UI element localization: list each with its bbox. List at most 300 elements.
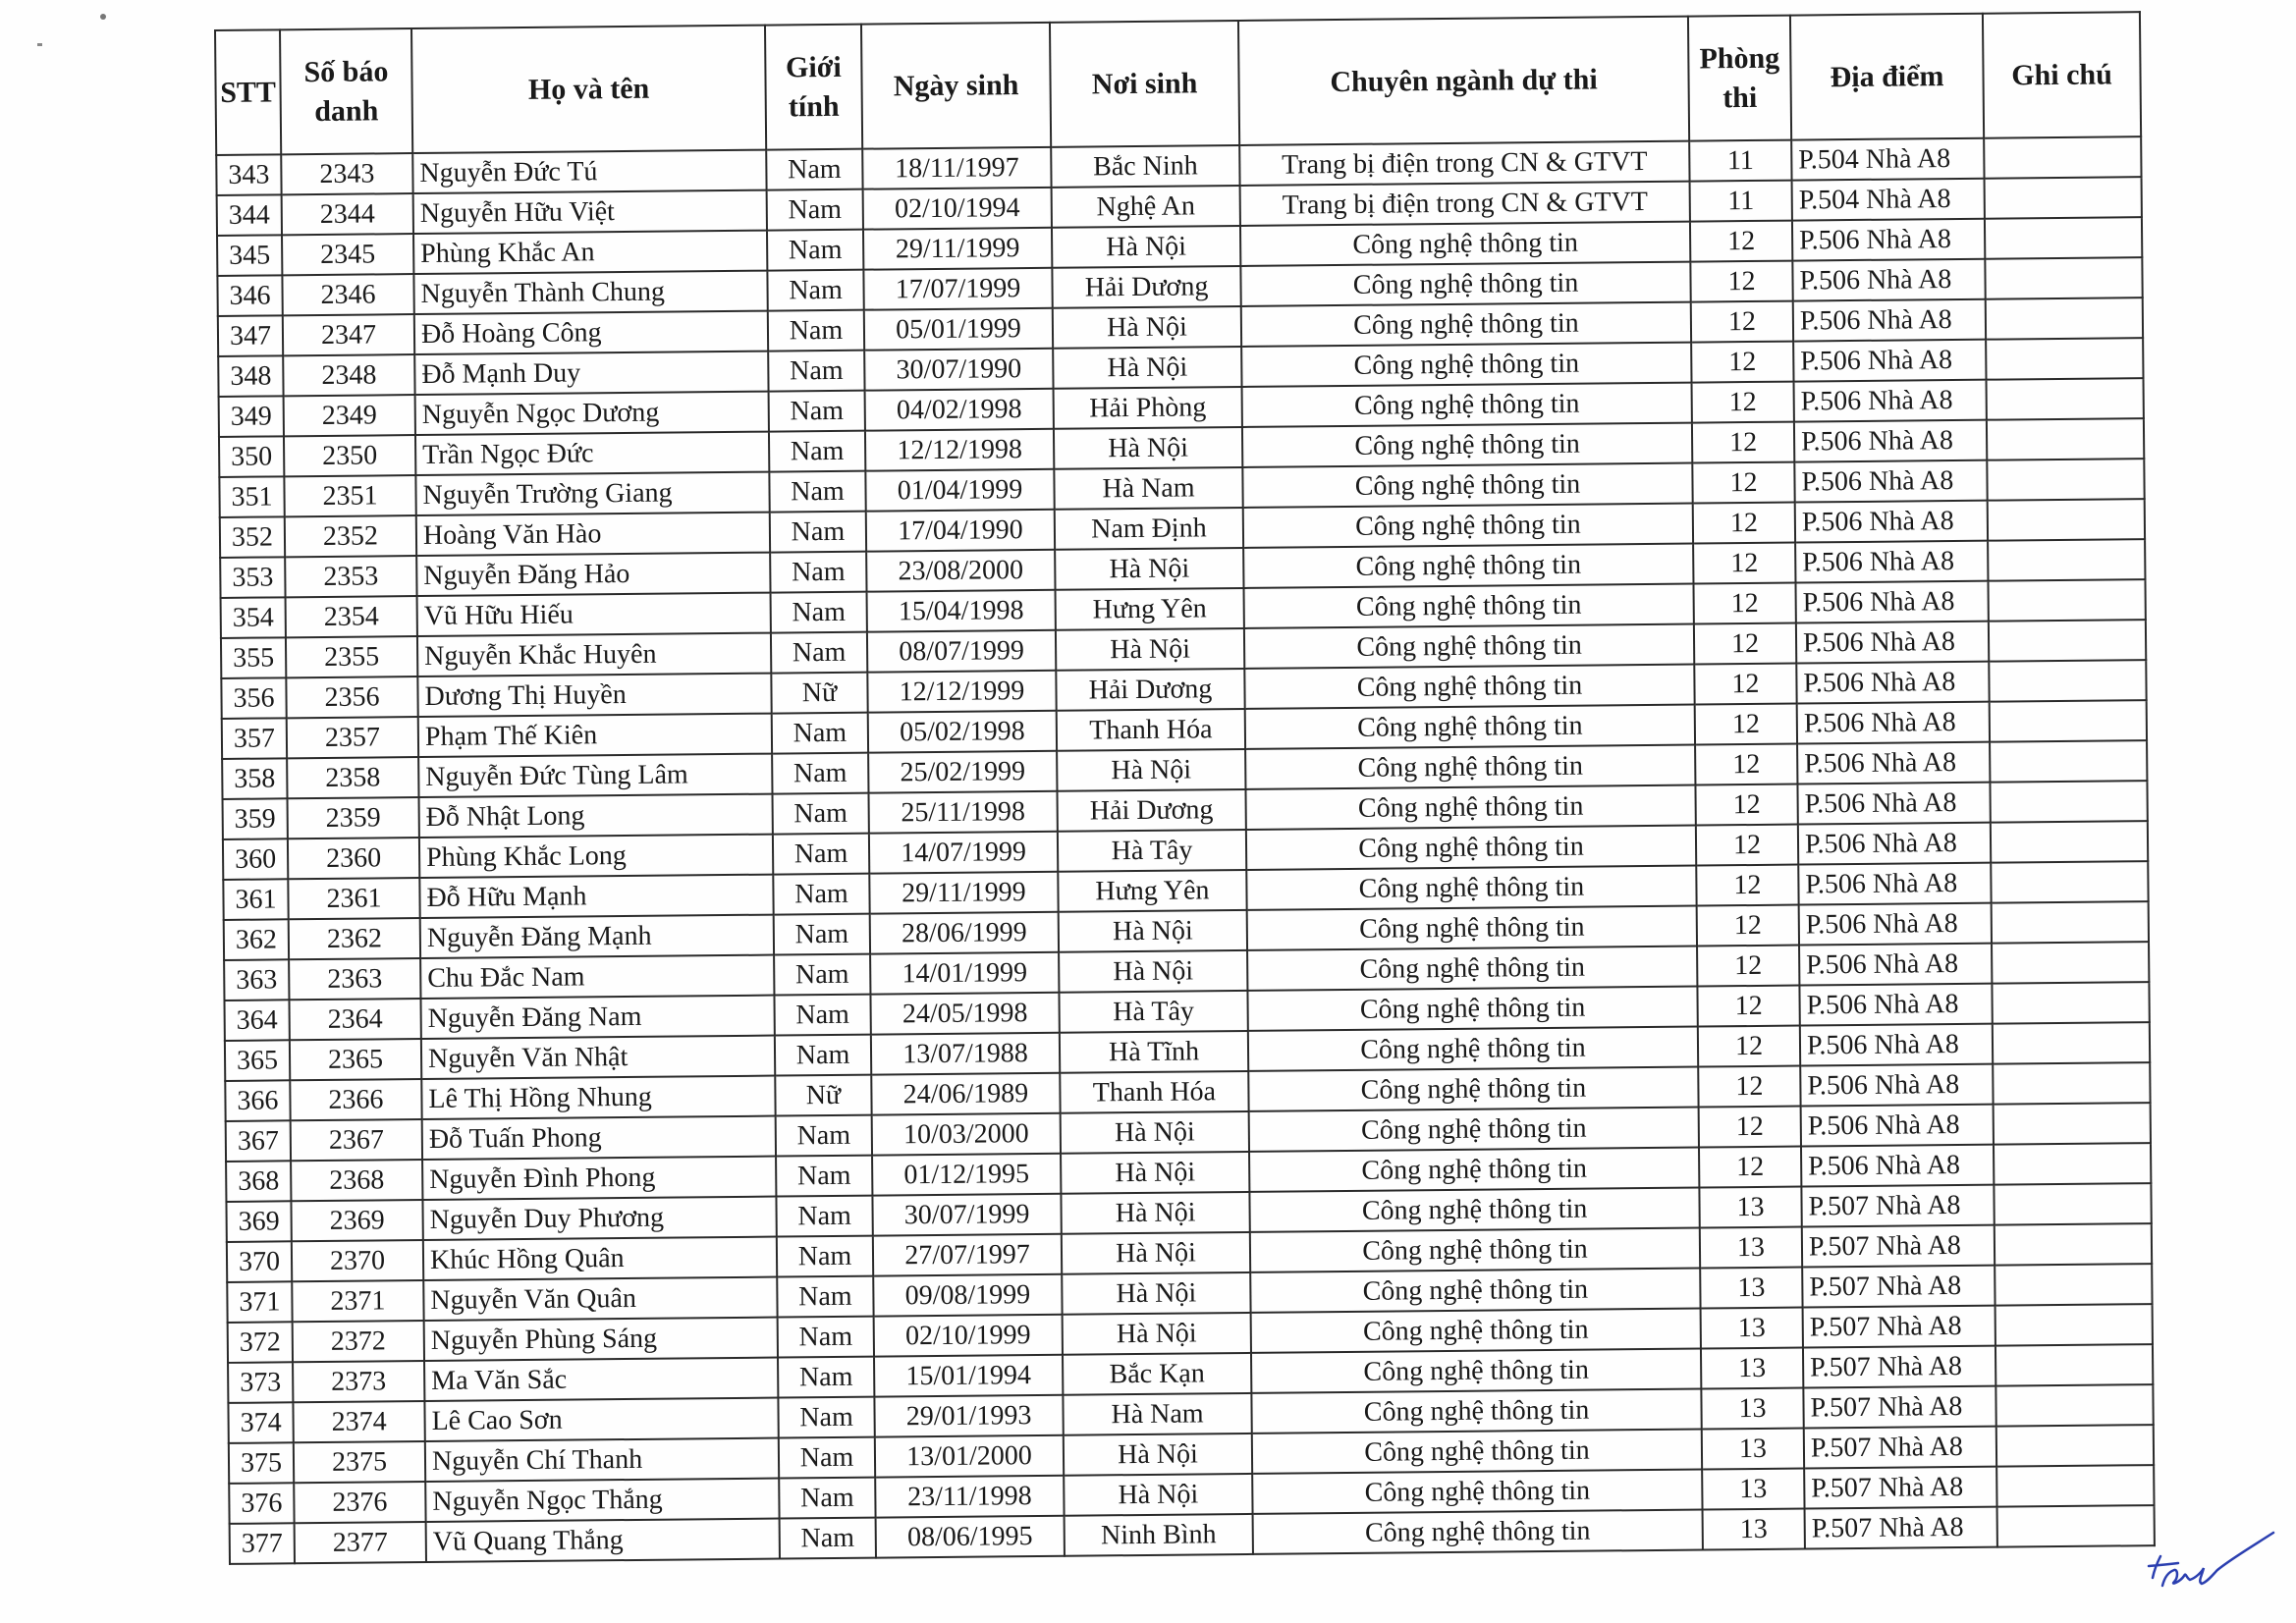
cell-pob: Hải Dương xyxy=(1052,266,1240,308)
cell-sbd: 2371 xyxy=(292,1280,423,1322)
cell-stt: 348 xyxy=(218,355,283,397)
cell-major: Công nghệ thông tin xyxy=(1240,262,1690,306)
cell-major: Công nghệ thông tin xyxy=(1250,1228,1700,1272)
cell-name: Nguyễn Đức Tùng Lâm xyxy=(418,754,772,797)
cell-stt: 361 xyxy=(223,879,288,920)
cell-name: Nguyễn Chí Thanh xyxy=(425,1438,779,1482)
cell-stt: 371 xyxy=(227,1281,292,1323)
cell-location: P.507 Nhà A8 xyxy=(1802,1266,1995,1308)
cell-room: 12 xyxy=(1697,986,1799,1027)
cell-major: Công nghệ thông tin xyxy=(1252,1470,1702,1514)
cell-location: P.506 Nhà A8 xyxy=(1800,1064,1993,1107)
cell-pob: Hà Nam xyxy=(1054,467,1242,510)
cell-gender: Nam xyxy=(768,351,864,392)
cell-dob: 29/11/1999 xyxy=(863,228,1052,270)
cell-room: 12 xyxy=(1693,543,1795,584)
cell-stt: 363 xyxy=(224,959,289,1001)
cell-stt: 368 xyxy=(226,1161,291,1202)
cell-name: Nguyễn Đăng Nam xyxy=(420,996,774,1039)
cell-note xyxy=(1986,298,2143,340)
cell-dob: 28/06/1999 xyxy=(870,912,1059,954)
cell-stt: 353 xyxy=(220,557,285,598)
cell-major: Công nghệ thông tin xyxy=(1242,383,1692,427)
cell-location: P.506 Nhà A8 xyxy=(1801,1105,1994,1147)
cell-stt: 367 xyxy=(226,1120,291,1162)
cell-pob: Hà Nội xyxy=(1063,1313,1251,1355)
cell-pob: Thanh Hóa xyxy=(1060,1071,1248,1113)
cell-name: Nguyễn Ngọc Thắng xyxy=(425,1479,779,1522)
cell-stt: 346 xyxy=(217,275,282,316)
cell-location: P.506 Nhà A8 xyxy=(1793,340,1986,382)
cell-gender: Nam xyxy=(769,471,865,513)
cell-major: Công nghệ thông tin xyxy=(1240,222,1690,266)
cell-location: P.507 Nhà A8 xyxy=(1803,1306,1995,1348)
cell-gender: Nam xyxy=(770,512,866,553)
handwritten-signature xyxy=(2141,1517,2278,1596)
cell-dob: 18/11/1997 xyxy=(862,147,1051,189)
cell-name: Đỗ Hữu Mạnh xyxy=(419,875,773,918)
cell-location: P.507 Nhà A8 xyxy=(1803,1346,1995,1388)
cell-location: P.506 Nhà A8 xyxy=(1794,380,1987,422)
cell-dob: 02/10/1999 xyxy=(874,1315,1063,1357)
cell-gender: Nam xyxy=(773,874,869,915)
header-sbd: Số báo danh xyxy=(280,28,412,154)
cell-gender: Nam xyxy=(780,1518,876,1559)
cell-sbd: 2346 xyxy=(282,274,413,315)
cell-location: P.506 Nhà A8 xyxy=(1797,742,1990,784)
cell-major: Công nghệ thông tin xyxy=(1242,463,1692,508)
cell-dob: 27/07/1997 xyxy=(873,1234,1062,1276)
cell-sbd: 2373 xyxy=(293,1361,424,1402)
cell-stt: 370 xyxy=(227,1241,292,1282)
cell-sbd: 2343 xyxy=(281,153,412,194)
cell-dob: 01/12/1995 xyxy=(872,1154,1061,1196)
cell-name: Nguyễn Đình Phong xyxy=(422,1157,776,1200)
cell-sbd: 2368 xyxy=(291,1160,422,1201)
cell-gender: Nam xyxy=(776,1196,872,1237)
cell-gender: Nam xyxy=(766,149,862,190)
cell-sbd: 2364 xyxy=(289,999,420,1040)
cell-note xyxy=(1988,539,2145,581)
cell-dob: 29/11/1999 xyxy=(869,872,1058,914)
cell-name: Khúc Hồng Quân xyxy=(423,1237,777,1280)
cell-room: 12 xyxy=(1693,583,1795,624)
cell-pob: Bắc Ninh xyxy=(1051,145,1239,188)
cell-major: Trang bị điện trong CN & GTVT xyxy=(1240,182,1690,226)
cell-dob: 25/11/1998 xyxy=(868,791,1057,834)
cell-room: 12 xyxy=(1692,422,1794,463)
cell-gender: Nam xyxy=(779,1437,875,1479)
cell-sbd: 2375 xyxy=(294,1441,425,1483)
cell-name: Chu Đắc Nam xyxy=(420,955,774,999)
cell-name: Phùng Khắc An xyxy=(413,231,767,274)
cell-stt: 360 xyxy=(223,839,288,880)
cell-pob: Hà Nội xyxy=(1054,427,1242,469)
cell-location: P.506 Nhà A8 xyxy=(1799,903,1992,946)
cell-room: 12 xyxy=(1692,462,1794,504)
cell-dob: 01/04/1999 xyxy=(865,469,1054,512)
cell-pob: Hà Nội xyxy=(1057,749,1245,791)
cell-note xyxy=(1994,1103,2151,1145)
cell-gender: Nam xyxy=(778,1397,874,1438)
cell-location: P.507 Nhà A8 xyxy=(1804,1467,1996,1509)
cell-location: P.506 Nhà A8 xyxy=(1795,541,1988,583)
cell-pob: Thanh Hóa xyxy=(1057,709,1245,751)
cell-major: Công nghệ thông tin xyxy=(1241,302,1691,347)
cell-room: 12 xyxy=(1696,825,1798,866)
cell-sbd: 2350 xyxy=(284,435,415,476)
cell-room: 13 xyxy=(1701,1388,1803,1430)
cell-note xyxy=(1997,1505,2155,1547)
cell-note xyxy=(1994,1183,2151,1225)
cell-pob: Hà Nội xyxy=(1059,950,1247,993)
cell-major: Công nghệ thông tin xyxy=(1252,1430,1702,1474)
cell-room: 12 xyxy=(1697,905,1799,947)
cell-name: Lê Cao Sơn xyxy=(424,1398,778,1441)
cell-name: Trần Ngọc Đức xyxy=(415,432,769,475)
cell-major: Công nghệ thông tin xyxy=(1249,1188,1699,1232)
cell-major: Công nghệ thông tin xyxy=(1245,785,1695,830)
cell-name: Phạm Thế Kiên xyxy=(418,714,772,757)
cell-gender: Nam xyxy=(777,1236,873,1277)
cell-name: Nguyễn Phùng Sáng xyxy=(424,1318,778,1361)
cell-note xyxy=(1987,418,2144,460)
cell-gender: Nam xyxy=(767,189,863,231)
cell-pob: Hà Nội xyxy=(1062,1272,1250,1315)
cell-note xyxy=(1996,1425,2154,1467)
cell-note xyxy=(1996,1465,2154,1507)
candidate-table-wrapper xyxy=(214,11,2154,1565)
cell-major: Công nghệ thông tin xyxy=(1244,665,1694,709)
cell-room: 11 xyxy=(1689,140,1791,182)
header-note: Ghi chú xyxy=(1983,12,2141,138)
cell-sbd: 2353 xyxy=(285,556,416,597)
cell-room: 12 xyxy=(1691,301,1793,343)
cell-name: Đỗ Nhật Long xyxy=(419,794,773,838)
cell-room: 12 xyxy=(1695,704,1797,745)
cell-dob: 14/07/1999 xyxy=(869,832,1058,874)
cell-location: P.506 Nhà A8 xyxy=(1794,460,1987,503)
cell-note xyxy=(1988,579,2145,622)
cell-room: 12 xyxy=(1695,784,1797,826)
cell-stt: 364 xyxy=(224,1000,289,1041)
cell-dob: 10/03/2000 xyxy=(872,1113,1061,1156)
cell-stt: 354 xyxy=(221,597,286,638)
cell-note xyxy=(1990,700,2147,742)
cell-note xyxy=(1992,942,2149,984)
cell-name: Vũ Hữu Hiếu xyxy=(417,593,771,636)
cell-name: Đỗ Tuấn Phong xyxy=(422,1116,776,1160)
cell-sbd: 2361 xyxy=(288,878,419,919)
cell-gender: Nam xyxy=(770,552,866,593)
cell-sbd: 2355 xyxy=(286,636,417,677)
cell-dob: 12/12/1999 xyxy=(867,671,1056,713)
cell-sbd: 2356 xyxy=(286,676,417,718)
cell-stt: 359 xyxy=(223,798,288,839)
cell-name: Nguyễn Thành Chung xyxy=(413,271,767,314)
cell-pob: Hà Nội xyxy=(1055,548,1243,590)
cell-name: Vũ Quang Thắng xyxy=(426,1519,780,1562)
cell-note xyxy=(1986,338,2143,380)
cell-dob: 30/07/1990 xyxy=(864,349,1053,391)
cell-major: Công nghệ thông tin xyxy=(1253,1510,1703,1554)
cell-major: Công nghệ thông tin xyxy=(1246,866,1696,910)
cell-sbd: 2351 xyxy=(284,475,415,516)
cell-pob: Hà Nội xyxy=(1061,1152,1249,1194)
cell-location: P.506 Nhà A8 xyxy=(1792,219,1985,261)
cell-pob: Nghệ An xyxy=(1052,186,1240,228)
cell-dob: 15/04/1998 xyxy=(867,590,1056,632)
cell-name: Nguyễn Ngọc Dương xyxy=(415,392,769,435)
cell-stt: 344 xyxy=(217,194,282,236)
cell-gender: Nam xyxy=(771,592,867,633)
cell-location: P.506 Nhà A8 xyxy=(1801,1145,1994,1187)
cell-pob: Hà Nội xyxy=(1053,347,1241,389)
cell-dob: 09/08/1999 xyxy=(873,1274,1062,1317)
cell-major: Công nghệ thông tin xyxy=(1241,343,1691,387)
cell-stt: 374 xyxy=(228,1402,293,1443)
cell-pob: Hà Nam xyxy=(1063,1393,1251,1435)
cell-sbd: 2370 xyxy=(292,1240,423,1281)
cell-location: P.506 Nhà A8 xyxy=(1795,501,1988,543)
scan-speck xyxy=(100,14,106,20)
cell-pob: Hà Nội xyxy=(1062,1232,1250,1274)
cell-gender: Nữ xyxy=(775,1075,871,1116)
cell-name: Phùng Khắc Long xyxy=(419,835,773,878)
cell-note xyxy=(1993,1062,2150,1105)
cell-name: Lê Thị Hồng Nhung xyxy=(421,1076,775,1119)
cell-note xyxy=(1995,1264,2152,1306)
cell-stt: 362 xyxy=(224,919,289,960)
cell-gender: Nam xyxy=(768,310,864,352)
cell-name: Nguyễn Trường Giang xyxy=(415,472,769,515)
cell-room: 13 xyxy=(1703,1509,1805,1550)
cell-room: 12 xyxy=(1691,342,1793,383)
cell-room: 12 xyxy=(1690,221,1792,262)
cell-note xyxy=(1990,781,2147,823)
cell-major: Công nghệ thông tin xyxy=(1249,1108,1699,1152)
cell-note xyxy=(1995,1384,2153,1427)
cell-pob: Hà Tây xyxy=(1059,991,1247,1033)
cell-stt: 355 xyxy=(221,637,286,678)
cell-sbd: 2367 xyxy=(291,1119,422,1161)
cell-pob: Hà Tây xyxy=(1058,830,1246,872)
cell-location: P.506 Nhà A8 xyxy=(1792,259,1985,301)
cell-location: P.506 Nhà A8 xyxy=(1793,299,1986,342)
cell-location: P.504 Nhà A8 xyxy=(1792,179,1985,221)
cell-note xyxy=(1991,861,2148,903)
cell-location: P.506 Nhà A8 xyxy=(1798,863,1991,905)
cell-name: Nguyễn Văn Quân xyxy=(423,1277,777,1321)
header-name: Họ và tên xyxy=(411,26,766,153)
cell-pob: Hưng Yên xyxy=(1056,588,1244,630)
cell-sbd: 2358 xyxy=(287,757,418,798)
cell-note xyxy=(1995,1223,2152,1266)
cell-room: 11 xyxy=(1690,181,1792,222)
cell-stt: 343 xyxy=(216,154,281,195)
cell-pob: Hà Nội xyxy=(1053,306,1241,349)
cell-name: Dương Thị Huyền xyxy=(417,674,771,717)
cell-note xyxy=(1994,1143,2151,1185)
cell-sbd: 2359 xyxy=(288,797,419,839)
cell-room: 12 xyxy=(1694,623,1796,665)
cell-gender: Nam xyxy=(776,1115,872,1157)
cell-location: P.506 Nhà A8 xyxy=(1796,662,1989,704)
table-body xyxy=(216,136,2155,1564)
cell-dob: 29/01/1993 xyxy=(874,1395,1063,1437)
cell-stt: 349 xyxy=(219,396,284,437)
cell-name: Ma Văn Sắc xyxy=(424,1358,778,1401)
cell-major: Công nghệ thông tin xyxy=(1247,987,1697,1031)
cell-pob: Hải Dương xyxy=(1056,669,1244,711)
cell-major: Công nghệ thông tin xyxy=(1244,624,1694,669)
cell-note xyxy=(1992,901,2149,944)
cell-note xyxy=(1993,1022,2150,1064)
cell-name: Nguyễn Khắc Huyên xyxy=(417,633,771,676)
cell-note xyxy=(1989,660,2146,702)
cell-dob: 17/04/1990 xyxy=(866,510,1055,552)
cell-note xyxy=(1995,1344,2153,1386)
cell-gender: Nam xyxy=(778,1317,874,1358)
cell-pob: Nam Định xyxy=(1055,508,1243,550)
cell-name: Nguyễn Văn Nhật xyxy=(421,1036,775,1079)
cell-major: Công nghệ thông tin xyxy=(1245,705,1695,749)
cell-room: 13 xyxy=(1699,1187,1801,1228)
cell-name: Đỗ Mạnh Duy xyxy=(414,352,768,395)
cell-location: P.506 Nhà A8 xyxy=(1797,702,1990,744)
cell-pob: Hà Nội xyxy=(1061,1192,1249,1234)
cell-dob: 23/08/2000 xyxy=(866,550,1055,592)
cell-sbd: 2354 xyxy=(286,596,417,637)
cell-stt: 350 xyxy=(219,436,284,477)
cell-major: Công nghệ thông tin xyxy=(1245,745,1695,789)
cell-name: Nguyễn Đăng Mạnh xyxy=(420,915,774,958)
candidate-list-table xyxy=(214,11,2156,1565)
cell-gender: Nữ xyxy=(771,673,867,714)
cell-sbd: 2365 xyxy=(290,1039,421,1080)
cell-sbd: 2347 xyxy=(283,314,414,355)
cell-location: P.506 Nhà A8 xyxy=(1798,823,1991,865)
cell-major: Công nghệ thông tin xyxy=(1249,1148,1699,1192)
cell-stt: 351 xyxy=(219,476,284,517)
header-gender: Giới tính xyxy=(765,25,862,150)
header-pob: Nơi sinh xyxy=(1050,21,1239,147)
scan-speck xyxy=(37,43,42,46)
cell-stt: 377 xyxy=(230,1523,295,1564)
cell-pob: Hà Nội xyxy=(1052,226,1240,268)
cell-note xyxy=(1990,740,2147,783)
cell-sbd: 2363 xyxy=(289,958,420,1000)
table-header-row xyxy=(215,12,2141,155)
cell-stt: 372 xyxy=(228,1322,293,1363)
cell-stt: 357 xyxy=(222,718,287,759)
cell-pob: Ninh Bình xyxy=(1065,1514,1253,1556)
cell-note xyxy=(1987,459,2144,501)
cell-location: P.507 Nhà A8 xyxy=(1804,1427,1996,1469)
cell-room: 12 xyxy=(1698,1026,1800,1067)
cell-gender: Nam xyxy=(775,1035,871,1076)
cell-sbd: 2362 xyxy=(289,918,420,959)
cell-major: Công nghệ thông tin xyxy=(1251,1389,1701,1434)
cell-pob: Hà Nội xyxy=(1061,1111,1249,1154)
cell-sbd: 2360 xyxy=(288,838,419,879)
cell-gender: Nam xyxy=(774,995,870,1036)
cell-pob: Hải Phòng xyxy=(1054,387,1242,429)
cell-dob: 24/06/1989 xyxy=(871,1073,1060,1115)
cell-location: P.506 Nhà A8 xyxy=(1794,420,1987,462)
cell-pob: Hà Tĩnh xyxy=(1060,1031,1248,1073)
cell-stt: 345 xyxy=(217,235,282,276)
cell-sbd: 2372 xyxy=(293,1321,424,1362)
cell-dob: 17/07/1999 xyxy=(863,268,1052,310)
cell-pob: Hà Nội xyxy=(1056,628,1244,671)
cell-room: 13 xyxy=(1701,1308,1803,1349)
cell-location: P.507 Nhà A8 xyxy=(1801,1185,1994,1227)
cell-sbd: 2376 xyxy=(294,1482,425,1523)
cell-gender: Nam xyxy=(779,1478,875,1519)
cell-sbd: 2348 xyxy=(283,354,414,396)
cell-room: 12 xyxy=(1698,1066,1800,1108)
cell-sbd: 2366 xyxy=(290,1079,421,1120)
cell-major: Công nghệ thông tin xyxy=(1250,1269,1700,1313)
cell-gender: Nam xyxy=(776,1156,872,1197)
cell-major: Công nghệ thông tin xyxy=(1247,947,1697,991)
cell-location: P.507 Nhà A8 xyxy=(1802,1225,1995,1268)
cell-name: Nguyễn Hữu Việt xyxy=(413,190,767,234)
cell-stt: 356 xyxy=(221,677,286,719)
cell-stt: 376 xyxy=(229,1483,294,1524)
cell-pob: Hưng Yên xyxy=(1058,870,1246,912)
cell-major: Trang bị điện trong CN & GTVT xyxy=(1239,141,1689,186)
cell-major: Công nghệ thông tin xyxy=(1242,423,1692,467)
cell-major: Công nghệ thông tin xyxy=(1251,1309,1701,1353)
cell-gender: Nam xyxy=(774,954,870,996)
cell-dob: 14/01/1999 xyxy=(870,952,1059,995)
cell-room: 13 xyxy=(1701,1348,1803,1389)
cell-sbd: 2357 xyxy=(287,717,418,758)
cell-name: Nguyễn Đức Tú xyxy=(412,150,766,193)
cell-room: 12 xyxy=(1694,664,1796,705)
cell-gender: Nam xyxy=(767,230,863,271)
cell-dob: 05/02/1998 xyxy=(868,711,1057,753)
cell-note xyxy=(1984,136,2141,179)
cell-room: 12 xyxy=(1697,946,1799,987)
cell-note xyxy=(1985,257,2142,299)
cell-major: Công nghệ thông tin xyxy=(1248,1067,1698,1111)
header-dob: Ngày sinh xyxy=(861,23,1051,149)
cell-pob: Hà Nội xyxy=(1064,1474,1252,1516)
cell-location: P.506 Nhà A8 xyxy=(1797,783,1990,825)
cell-gender: Nam xyxy=(771,632,867,674)
cell-gender: Nam xyxy=(772,753,868,794)
cell-major: Công nghệ thông tin xyxy=(1247,906,1697,950)
cell-pob: Bắc Kạn xyxy=(1063,1353,1251,1395)
cell-major: Công nghệ thông tin xyxy=(1248,1027,1698,1071)
cell-major: Công nghệ thông tin xyxy=(1251,1349,1701,1393)
cell-stt: 375 xyxy=(229,1442,294,1484)
cell-location: P.504 Nhà A8 xyxy=(1791,138,1984,181)
header-major: Chuyên ngành dự thi xyxy=(1238,17,1689,145)
cell-note xyxy=(1987,378,2144,420)
cell-dob: 04/02/1998 xyxy=(865,389,1054,431)
cell-location: P.507 Nhà A8 xyxy=(1803,1386,1995,1429)
cell-stt: 369 xyxy=(226,1201,291,1242)
cell-stt: 358 xyxy=(222,758,287,799)
cell-gender: Nam xyxy=(767,270,863,311)
header-location: Địa điểm xyxy=(1790,14,1984,140)
cell-major: Công nghệ thông tin xyxy=(1246,826,1696,870)
cell-location: P.507 Nhà A8 xyxy=(1805,1507,1997,1549)
